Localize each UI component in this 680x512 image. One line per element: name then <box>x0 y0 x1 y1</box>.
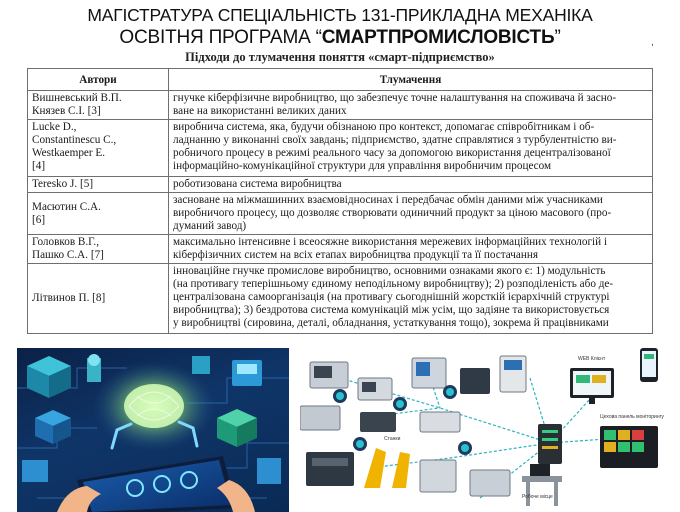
header-line-2-suffix: ” <box>554 27 561 48</box>
panel-label: Цехова панель моніторингу <box>600 414 664 420</box>
smart-factory-art <box>17 348 289 512</box>
column-header-definition: Тлумачення <box>169 69 653 91</box>
table-row <box>28 91 653 120</box>
header-line-2-prefix: ОСВІТНЯ ПРОГРАМА “ <box>119 27 322 48</box>
web-client-label: WEB Клієнт <box>578 356 606 362</box>
illustrations <box>0 348 680 512</box>
column-header-authors: Автори <box>28 69 169 91</box>
monitoring-panel-icon <box>600 414 664 468</box>
header-program-name: СМАРТПРОМИСЛОВІСТЬ <box>321 27 555 48</box>
tablet <box>77 456 237 512</box>
machines-label: Станки <box>384 436 401 442</box>
table-row <box>28 177 653 193</box>
monitoring-diagram-art <box>300 348 668 512</box>
header-line-1: МАГІСТРАТУРА СПЕЦІАЛЬНІСТЬ 131-ПРИКЛАДНА МЕХАНІКА <box>87 5 593 25</box>
table-row <box>28 193 653 235</box>
table-title: Підходи до тлумачення поняття «смарт-підприємство» <box>185 50 495 64</box>
workstation-label: Робоче місце <box>522 494 553 500</box>
workstation-icon <box>522 464 562 506</box>
server-icon <box>538 424 562 464</box>
table-row <box>28 264 653 334</box>
lower-machines <box>306 448 510 496</box>
authors-cell: Літвинов П. [8] <box>28 264 169 334</box>
table-row <box>28 120 653 177</box>
monitor-icon <box>570 356 614 404</box>
stray-mark: , <box>651 37 654 48</box>
definition-cell: інноваційне гнучке промислове виробництво, основними ознаками якого є: 1) модульність (на противагу теперішньому єдиному неподільному виробництву); 2) розподіленість або де- централізована самоорганізація (на противагу сьогоднішній жорсткій ієрархічній структурі виробництва); 3) бездротова система комунікацій між усім, що задіяне та використовується у виробництві (сировина, деталі, обладнання, устаткування тощо), зокрема й працівниками <box>169 264 653 334</box>
definitions-table <box>27 68 653 334</box>
definition-cell: виробнича система, яка, будучи обізнаною про контекст, допомагає співробітникам і об- ладнанню у виконанні своїх завдань; підприємство, здатне справлятися з турбулентністю ви- робничого процесу в режимі реального часу за допомогою використання децентралізованої інформаційно-комунікаційної структури для управління виробничим процесом <box>169 120 653 177</box>
definition-cell: засноване на міжмашинних взаємовідносинах і передбачає обмін даними між учасниками виробничого процесу, що дозволяє створювати одиничний продукт за ціною масового (про- думаний завод) <box>169 193 653 235</box>
table-row <box>28 235 653 264</box>
definition-cell: гнучке кіберфізичне виробництво, що забезпечує точне налаштування на споживача й засно- ване на використанні великих даних <box>169 91 653 120</box>
phone-icon <box>640 348 658 382</box>
page-header <box>0 4 680 50</box>
definition-cell: роботизована система виробництва <box>169 177 653 193</box>
authors-cell: Lucke D., Constantinescu C., Westkaemper E. [4] <box>28 120 169 177</box>
authors-cell: Масютин С.А. [6] <box>28 193 169 235</box>
header-line-2 <box>0 26 680 50</box>
table-header-row <box>28 69 653 91</box>
authors-cell: Вишневський В.П. Князев С.І. [3] <box>28 91 169 120</box>
smart-factory-illustration <box>17 348 289 512</box>
production-monitoring-diagram <box>300 348 668 512</box>
definition-cell: максимально інтенсивне і всеосяжне використання мережевих інформаційних технологій і кіберфізичних систем на всіх етапах виробництва продукції та її постачання <box>169 235 653 264</box>
authors-cell: Teresko J. [5] <box>28 177 169 193</box>
authors-cell: Головков В.Г., Пашко С.А. [7] <box>28 235 169 264</box>
